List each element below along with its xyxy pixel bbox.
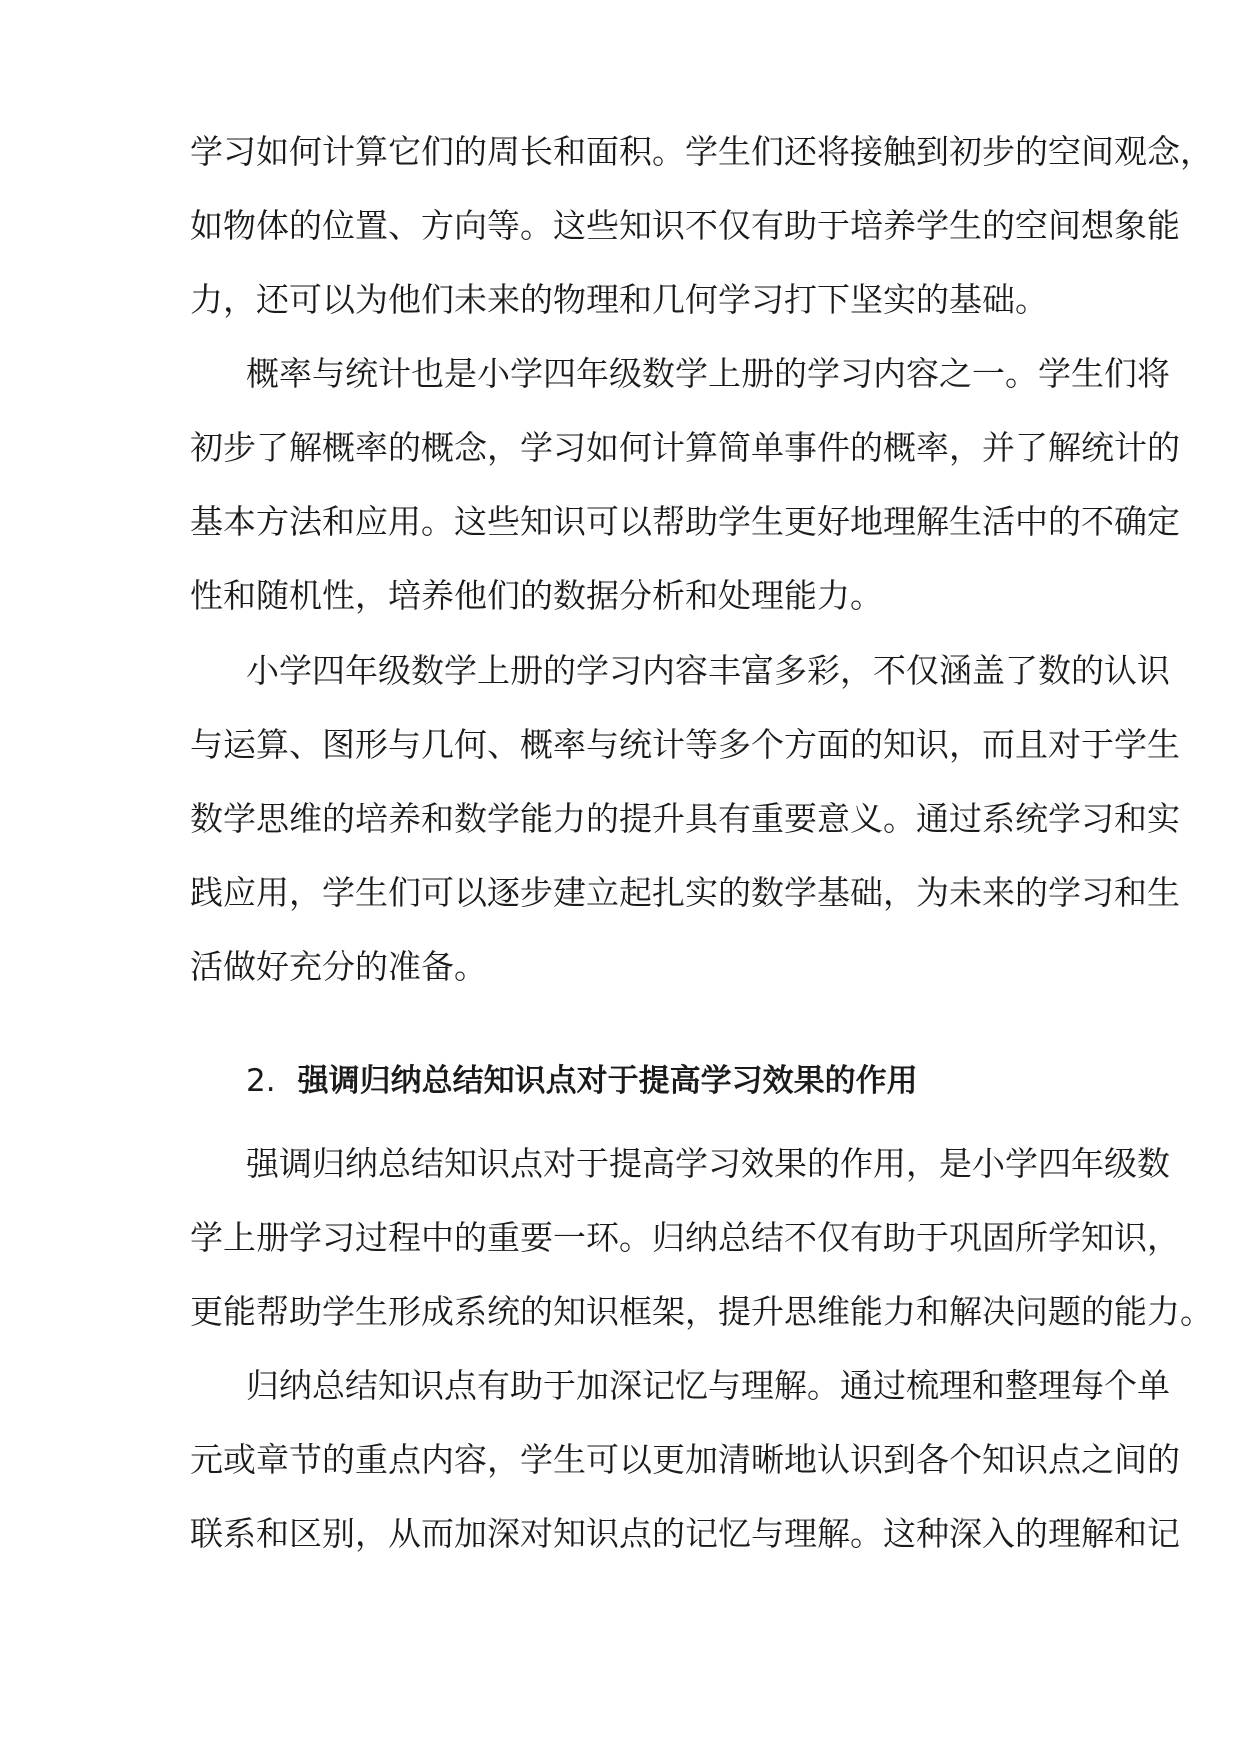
- paragraph-line: 更能帮助学生形成系统的知识框架，提升思维能力和解决问题的能力。: [190, 1292, 1213, 1331]
- paragraph-line: 力，还可以为他们未来的物理和几何学习打下坚实的基础。: [190, 280, 1048, 319]
- paragraph-line: 基本方法和应用。这些知识可以帮助学生更好地理解生活中的不确定: [190, 502, 1180, 541]
- paragraph-line: 活做好充分的准备。: [190, 947, 487, 986]
- paragraph-line: 如物体的位置、方向等。这些知识不仅有助于培养学生的空间想象能: [190, 206, 1180, 245]
- paragraph-line: 元或章节的重点内容，学生可以更加清晰地认识到各个知识点之间的: [190, 1440, 1180, 1479]
- paragraph-line: 与运算、图形与几何、概率与统计等多个方面的知识，而且对于学生: [190, 725, 1180, 764]
- section-title: 强调归纳总结知识点对于提高学习效果的作用: [297, 1063, 918, 1099]
- paragraph-line: 学上册学习过程中的重要一环。归纳总结不仅有助于巩固所学知识，: [190, 1218, 1180, 1257]
- paragraph-line: 强调归纳总结知识点对于提高学习效果的作用，是小学四年级数: [246, 1144, 1170, 1183]
- paragraph-line: 践应用，学生们可以逐步建立起扎实的数学基础，为未来的学习和生: [190, 873, 1180, 912]
- paragraph-line: 概率与统计也是小学四年级数学上册的学习内容之一。学生们将: [246, 354, 1170, 393]
- paragraph-line: 归纳总结知识点有助于加深记忆与理解。通过梳理和整理每个单: [246, 1366, 1170, 1405]
- paragraph-line: 小学四年级数学上册的学习内容丰富多彩，不仅涵盖了数的认识: [246, 651, 1170, 690]
- section-heading: [246, 1059, 918, 1103]
- section-number: 2.: [246, 1063, 276, 1099]
- paragraph-line: 初步了解概率的概念，学习如何计算简单事件的概率，并了解统计的: [190, 428, 1180, 467]
- paragraph-line: 数学思维的培养和数学能力的提升具有重要意义。通过系统学习和实: [190, 799, 1180, 838]
- paragraph-line: 性和随机性，培养他们的数据分析和处理能力。: [190, 576, 883, 615]
- paragraph-line: 联系和区别，从而加深对知识点的记忆与理解。这种深入的理解和记: [190, 1514, 1180, 1553]
- paragraph-line: 学习如何计算它们的周长和面积。学生们还将接触到初步的空间观念，: [190, 132, 1213, 171]
